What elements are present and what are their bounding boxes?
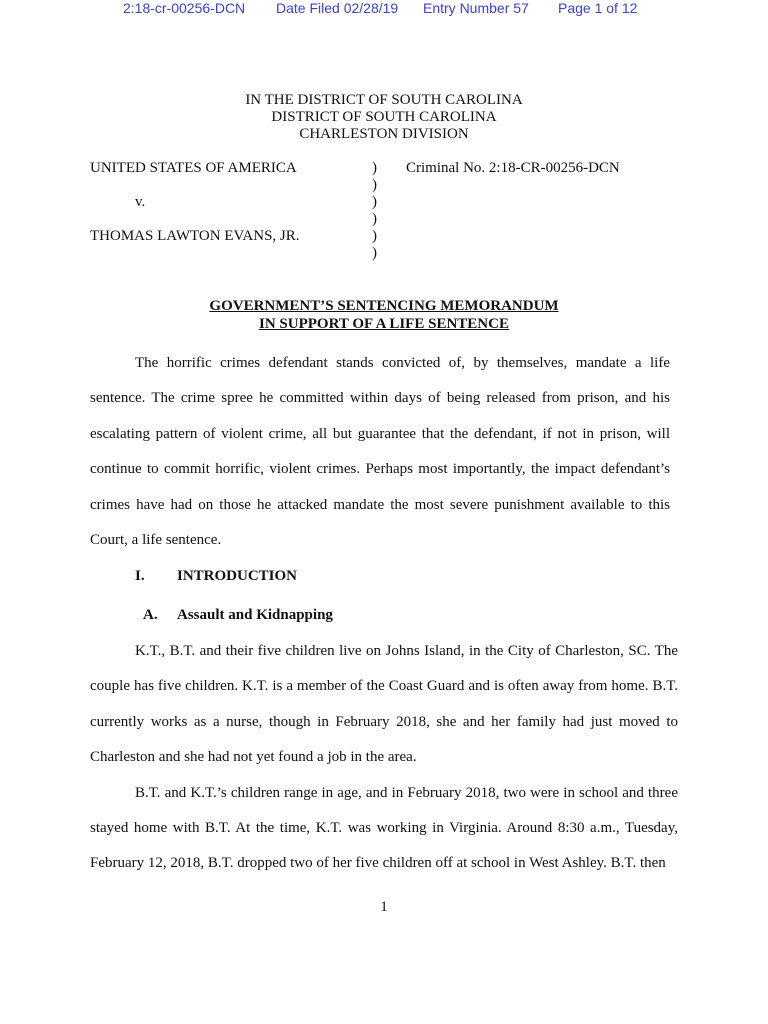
intro-paragraph: The horrific crimes defendant stands convicted of, by themselves, mandate a life sentence. The crime spree he committed within days of being released from prison, and his escalating pattern of violent crime, all but guarantee that the defendant, if not in prison, will continue to commit horrific, violent crimes. Perhaps most importantly, the impact defendant’s crimes have had on those he attacked mandate the most severe punishment available to this Court, a life sentence. <box>90 355 670 549</box>
caption-paren: ) <box>372 211 377 227</box>
memo-title-line-2: IN SUPPORT OF A LIFE SENTENCE <box>259 316 509 332</box>
court-line-3: CHARLESTON DIVISION <box>299 126 469 142</box>
memo-title-line-1: GOVERNMENT’S SENTENCING MEMORANDUM <box>209 298 559 314</box>
facts-paragraph-1: K.T., B.T. and their five children live on Johns Island, in the City of Charleston, SC. The couple has five children. K.T. is a member of the Coast Guard and is often away from home. B.T. currently works as a nurse, though in February 2018, she and her family had just moved to Charleston and she had not yet found a job in the area. <box>90 643 678 766</box>
court-heading <box>0 92 768 143</box>
caption-paren: ) <box>372 160 377 176</box>
facts-paragraph-block <box>90 634 678 882</box>
section-a-title: Assault and Kidnapping <box>177 607 333 623</box>
page-number: 1 <box>380 899 388 915</box>
header-date-filed: Date Filed 02/28/19 <box>276 0 399 16</box>
caption-versus: v. <box>135 194 146 210</box>
caption-paren: ) <box>372 228 377 244</box>
caption-defendant: THOMAS LAWTON EVANS, JR. <box>90 228 300 244</box>
caption-paren: ) <box>372 177 377 193</box>
section-a-letter: A. <box>143 607 158 623</box>
header-entry-number: Entry Number 57 <box>423 0 529 16</box>
intro-paragraph-block <box>90 346 670 558</box>
caption-plaintiff: UNITED STATES OF AMERICA <box>90 160 297 176</box>
header-page-count: Page 1 of 12 <box>558 0 638 16</box>
memo-title <box>0 297 768 333</box>
court-line-2: DISTRICT OF SOUTH CAROLINA <box>271 109 497 125</box>
facts-paragraph-2: B.T. and K.T.’s children range in age, and in February 2018, two were in school and three stayed home with B.T. At the time, K.T. was working in Virginia. Around 8:30 a.m., Tuesday, February 12, 2018, B.T. dropped two of her five children off at school in West Ashley. B.T. then <box>90 784 678 872</box>
caption-paren: ) <box>372 245 377 261</box>
caption-case-number: Criminal No. 2:18-CR-00256-DCN <box>406 160 620 176</box>
header-case-number: 2:18-cr-00256-DCN <box>123 0 246 16</box>
caption-paren: ) <box>372 194 377 210</box>
section-i-number: I. <box>135 568 145 584</box>
caption-parentheses <box>372 160 377 262</box>
filing-header <box>0 0 768 18</box>
section-i-title: INTRODUCTION <box>177 568 298 584</box>
court-line-1: IN THE DISTRICT OF SOUTH CAROLINA <box>245 92 523 108</box>
